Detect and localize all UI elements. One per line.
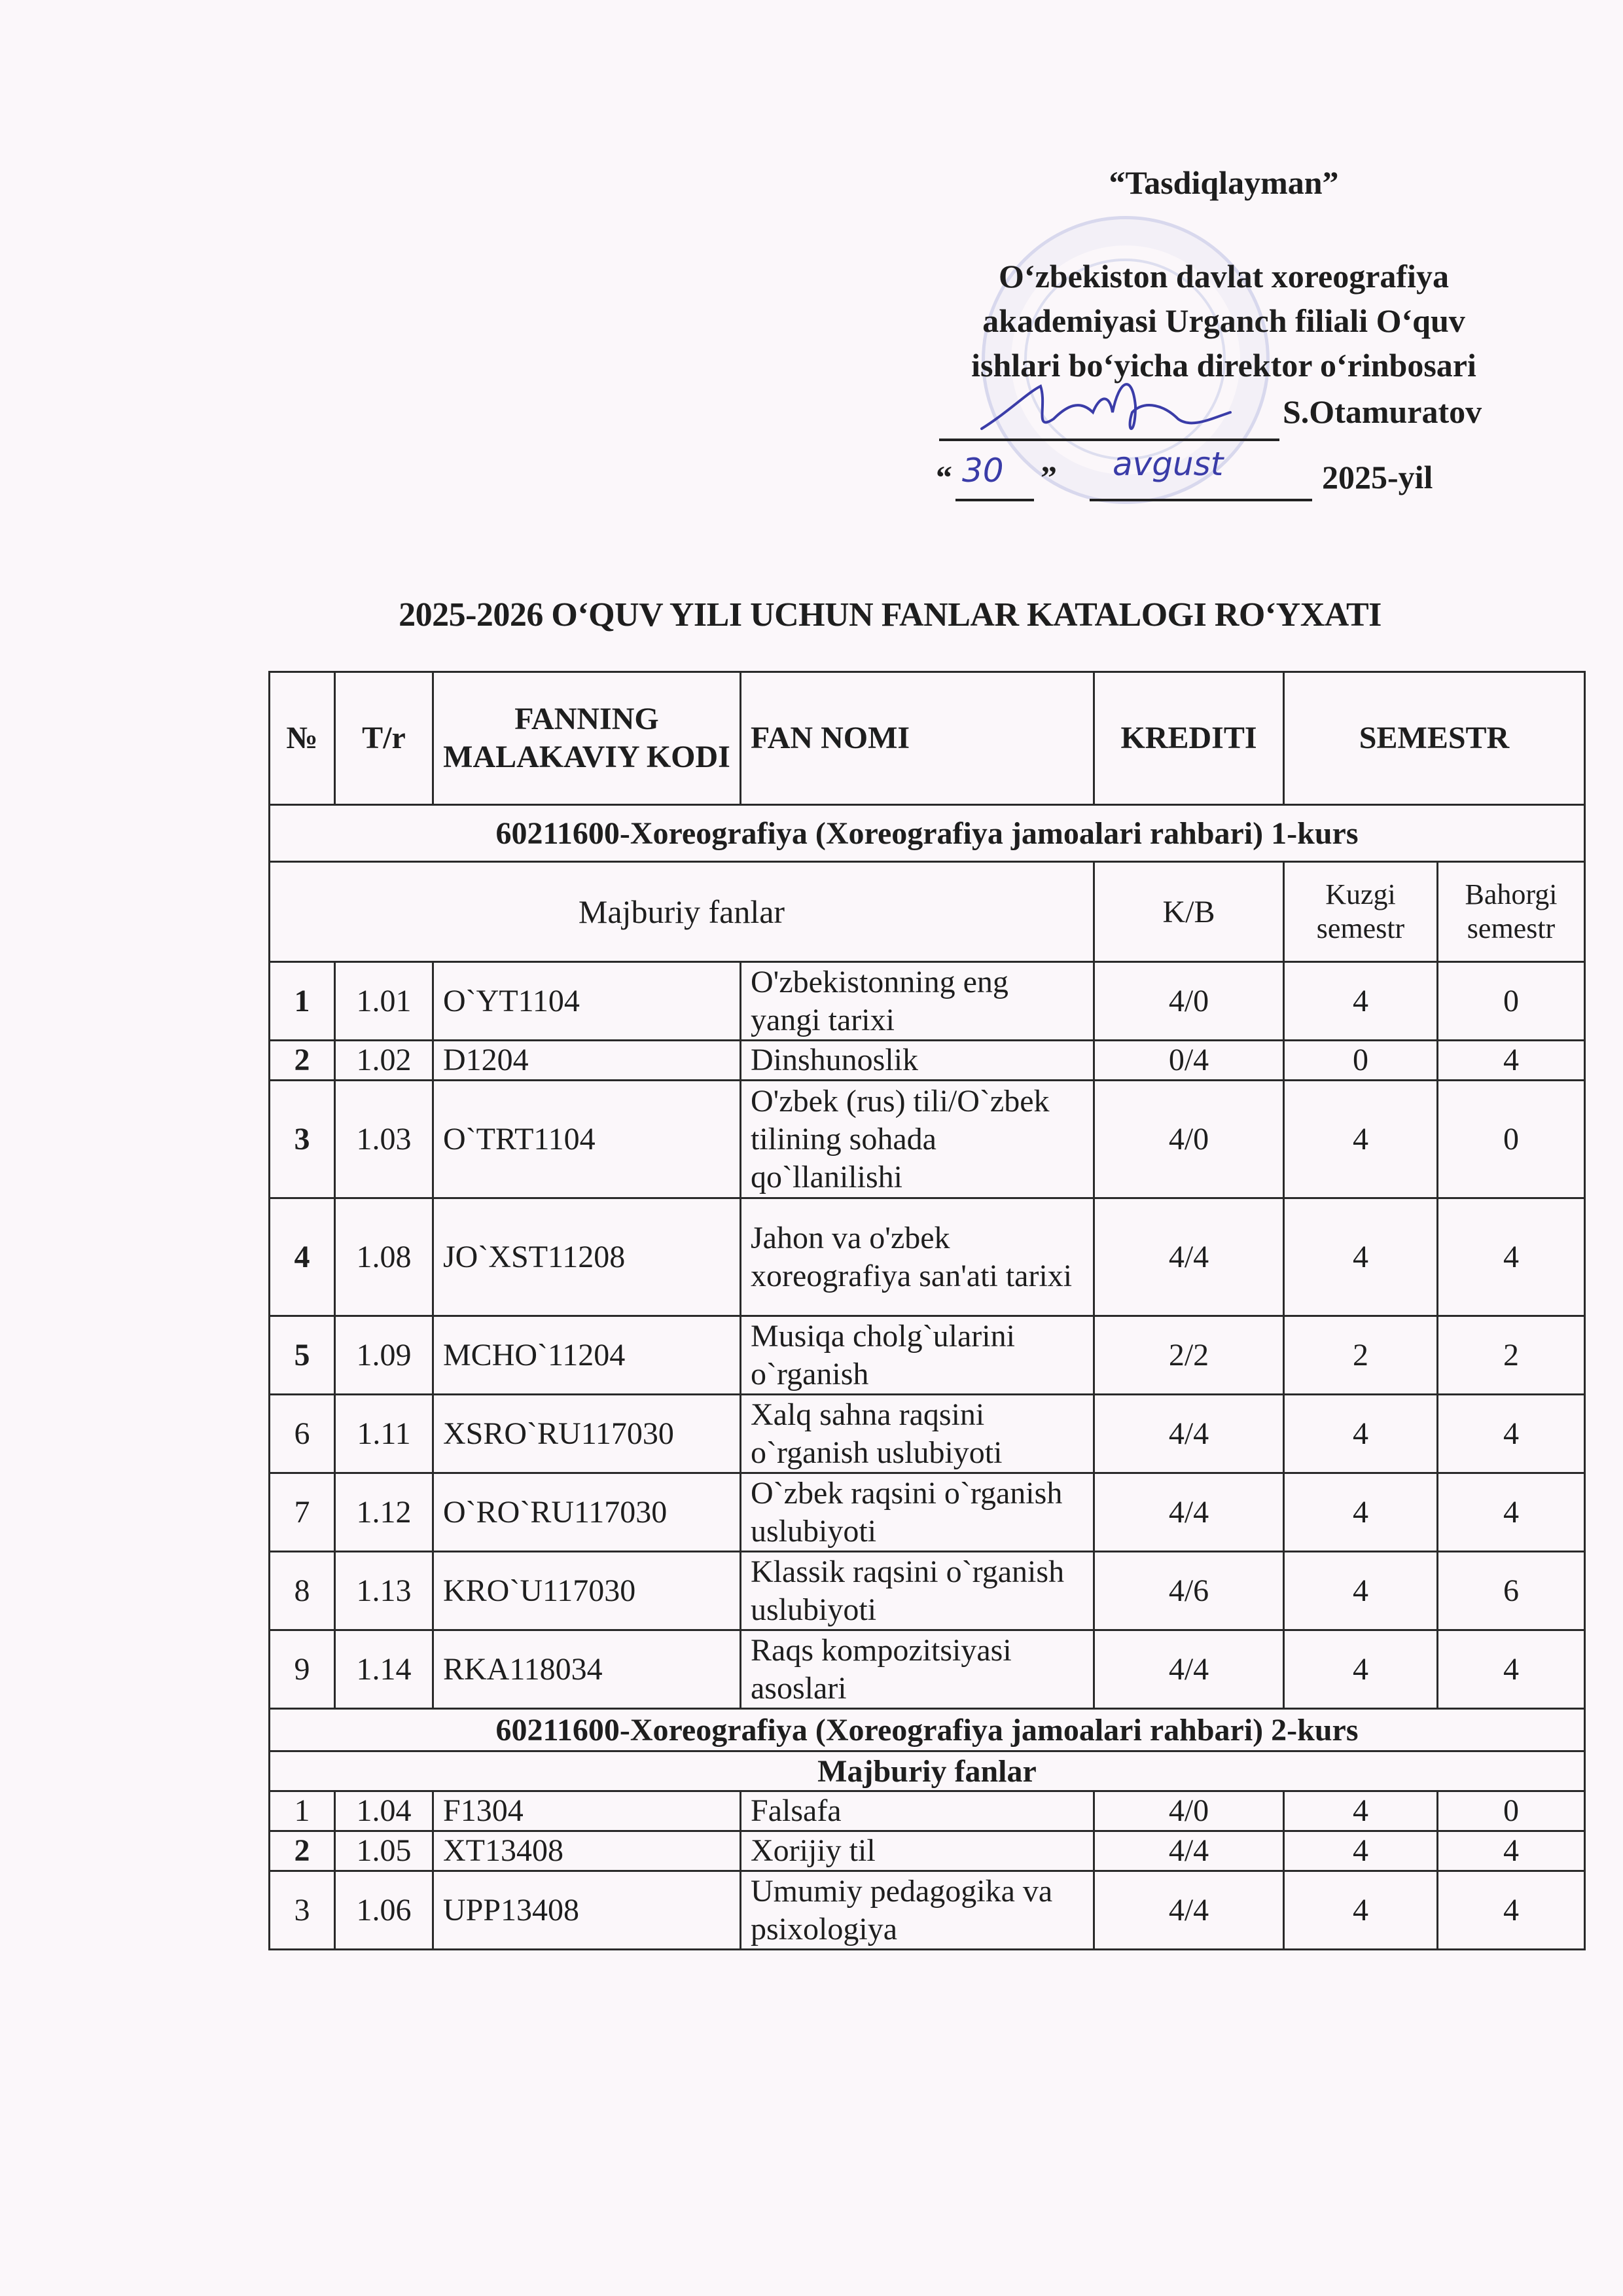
row-code: F1304 [433,1791,741,1831]
row-code: XT13408 [433,1831,741,1871]
section-title-row [270,1709,1585,1751]
row-spring: 0 [1438,962,1585,1041]
row-spring: 4 [1438,1473,1585,1552]
header-tr: T/r [335,672,433,805]
row-autumn: 4 [1284,1630,1438,1709]
row-spring: 4 [1438,1630,1585,1709]
row-autumn: 4 [1284,1198,1438,1316]
row-tr: 1.02 [335,1041,433,1081]
row-code: O`YT1104 [433,962,741,1041]
table-row [270,1198,1585,1316]
table-row [270,1041,1585,1081]
section-title: 60211600-Xoreografiya (Xoreografiya jamoalari rahbari) 2-kurs [270,1709,1585,1751]
row-autumn: 4 [1284,1395,1438,1473]
row-code: O`RO`RU117030 [433,1473,741,1552]
approver-position-line: akademiyasi Urganch filiali O‘quv [982,302,1465,339]
approver-position-line: O‘zbekiston davlat xoreografiya [999,258,1449,295]
row-number: 7 [270,1473,335,1552]
date-month: avgust [1113,445,1224,483]
row-tr: 1.06 [335,1871,433,1950]
table-row [270,1552,1585,1630]
row-tr: 1.14 [335,1630,433,1709]
signature-icon [969,367,1243,445]
date-close-quote: ” [1041,459,1057,495]
row-subject-name: Musiqa cholg`ularini o`rganish [741,1316,1094,1395]
row-code: RKA118034 [433,1630,741,1709]
row-spring: 4 [1438,1198,1585,1316]
subheader-autumn: Kuzgi semestr [1284,862,1438,962]
row-tr: 1.13 [335,1552,433,1630]
row-spring: 4 [1438,1395,1585,1473]
row-number: 1 [270,962,335,1041]
row-subject-name: O`zbek raqsini o`rganish uslubiyoti [741,1473,1094,1552]
header-semester: SEMESTR [1284,672,1585,805]
header-name: FAN NOMI [741,672,1094,805]
row-spring: 4 [1438,1041,1585,1081]
row-kb: 4/0 [1094,1791,1284,1831]
row-spring: 2 [1438,1316,1585,1395]
table-row [270,1791,1585,1831]
approver-position-line: ishlari bo‘yicha direktor o‘rinbosari [971,347,1476,384]
section-title: 60211600-Xoreografiya (Xoreografiya jamoalari rahbari) 1-kurs [270,805,1585,862]
row-kb: 4/4 [1094,1395,1284,1473]
group-row [270,1751,1585,1791]
approval-date [929,445,1571,504]
row-kb: 4/4 [1094,1831,1284,1871]
row-autumn: 4 [1284,1791,1438,1831]
row-number: 2 [270,1041,335,1081]
row-tr: 1.12 [335,1473,433,1552]
group-label: Majburiy fanlar [270,862,1094,962]
row-number: 4 [270,1198,335,1316]
row-number: 5 [270,1316,335,1395]
row-subject-name: O'zbekistonning eng yangi tarixi [741,962,1094,1041]
row-autumn: 4 [1284,1831,1438,1871]
row-code: XSRO`RU117030 [433,1395,741,1473]
row-tr: 1.08 [335,1198,433,1316]
row-autumn: 4 [1284,1871,1438,1950]
row-spring: 0 [1438,1791,1585,1831]
row-tr: 1.03 [335,1081,433,1198]
header-number: № [270,672,335,805]
row-number: 3 [270,1871,335,1950]
table-row [270,962,1585,1041]
row-kb: 4/0 [1094,962,1284,1041]
approval-title: “Tasdiqlayman” [1109,164,1339,201]
row-kb: 4/4 [1094,1871,1284,1950]
row-kb: 4/4 [1094,1630,1284,1709]
row-subject-name: Klassik raqsini o`rganish uslubiyoti [741,1552,1094,1630]
row-number: 2 [270,1831,335,1871]
table-header-row [270,672,1585,805]
row-number: 9 [270,1630,335,1709]
row-subject-name: Dinshunoslik [741,1041,1094,1081]
row-code: D1204 [433,1041,741,1081]
row-kb: 0/4 [1094,1041,1284,1081]
table-row [270,1630,1585,1709]
row-autumn: 0 [1284,1041,1438,1081]
month-underline [1090,499,1312,501]
header-code: FANNING MALAKAVIY KODI [433,672,741,805]
section-title-row [270,805,1585,862]
row-spring: 6 [1438,1552,1585,1630]
row-code: O`TRT1104 [433,1081,741,1198]
row-spring: 4 [1438,1871,1585,1950]
date-day: 30 [962,452,1004,490]
row-kb: 4/6 [1094,1552,1284,1630]
row-kb: 4/0 [1094,1081,1284,1198]
table-row [270,1871,1585,1950]
row-kb: 2/2 [1094,1316,1284,1395]
row-code: KRO`U117030 [433,1552,741,1630]
row-number: 3 [270,1081,335,1198]
day-underline [955,499,1034,501]
row-number: 1 [270,1791,335,1831]
approval-block [877,157,1571,387]
row-autumn: 4 [1284,1552,1438,1630]
row-tr: 1.09 [335,1316,433,1395]
subjects-catalog-table [268,671,1586,1950]
table-row [270,1395,1585,1473]
row-tr: 1.05 [335,1831,433,1871]
row-tr: 1.01 [335,962,433,1041]
subheader-spring: Bahorgi semestr [1438,862,1585,962]
row-subject-name: Falsafa [741,1791,1094,1831]
row-number: 8 [270,1552,335,1630]
row-kb: 4/4 [1094,1473,1284,1552]
row-kb: 4/4 [1094,1198,1284,1316]
row-subject-name: O'zbek (rus) tili/O`zbek tilining sohada qo`llanilishi [741,1081,1094,1198]
row-code: MCHO`11204 [433,1316,741,1395]
row-tr: 1.11 [335,1395,433,1473]
row-subject-name: Xalq sahna raqsini o`rganish uslubiyoti [741,1395,1094,1473]
signer-name: S.Otamuratov [1283,393,1482,430]
table-row [270,1316,1585,1395]
table-row [270,1081,1585,1198]
group-subheader-row [270,862,1585,962]
row-code: JO`XST11208 [433,1198,741,1316]
row-autumn: 4 [1284,962,1438,1041]
row-code: UPP13408 [433,1871,741,1950]
row-spring: 0 [1438,1081,1585,1198]
row-autumn: 2 [1284,1316,1438,1395]
subheader-kb: K/B [1094,862,1284,962]
row-autumn: 4 [1284,1473,1438,1552]
table-row [270,1473,1585,1552]
table-row [270,1831,1585,1871]
header-credit: KREDITI [1094,672,1284,805]
group-label: Majburiy fanlar [270,1751,1585,1791]
row-number: 6 [270,1395,335,1473]
row-subject-name: Raqs kompozitsiyasi asoslari [741,1630,1094,1709]
row-subject-name: Xorijiy til [741,1831,1094,1871]
document-title: 2025-2026 O‘QUV YILI UCHUN FANLAR KATALOGI RO‘YXATI [399,596,1382,634]
row-tr: 1.04 [335,1791,433,1831]
row-spring: 4 [1438,1831,1585,1871]
row-autumn: 4 [1284,1081,1438,1198]
date-open-quote: “ [936,459,952,495]
date-year: 2025-yil [1322,459,1433,495]
row-subject-name: Jahon va o'zbek xoreografiya san'ati tarixi [741,1198,1094,1316]
row-subject-name: Umumiy pedagogika va psixologiya [741,1871,1094,1950]
